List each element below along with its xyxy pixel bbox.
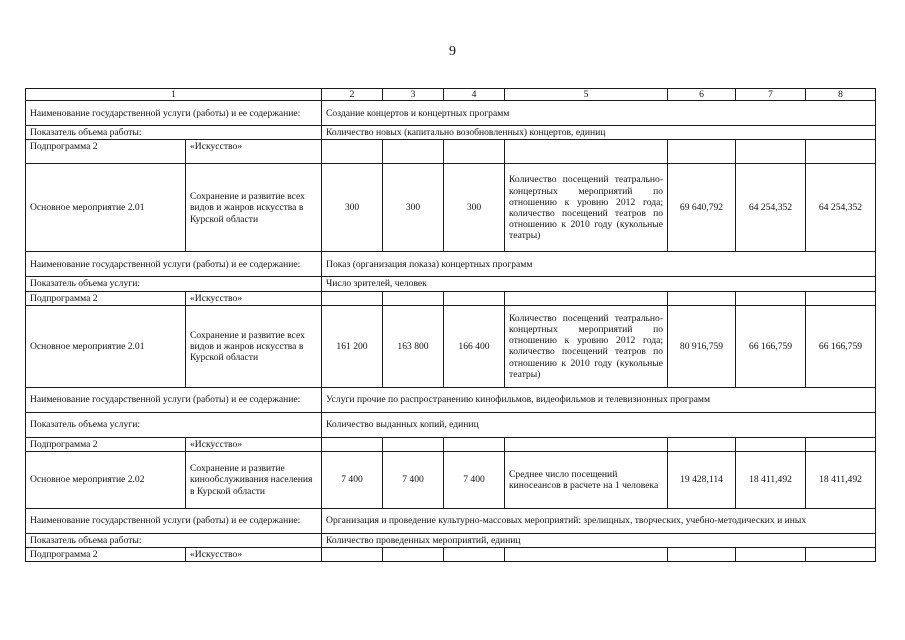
value-col8: 18 411,492 [806, 452, 876, 509]
indicator-value: Количество новых (капитально возобновленных) концертов, единиц [322, 126, 876, 140]
header-cell: 2 [322, 89, 383, 101]
value-col4: 166 400 [444, 305, 505, 387]
value-col2: 7 400 [322, 452, 383, 509]
header-cell: 4 [444, 89, 505, 101]
service-label: Наименование государственной услуги (работы) и ее содержание: [26, 101, 322, 126]
value-col3: 163 800 [383, 305, 444, 387]
subprogram-row [26, 437, 876, 451]
activity-desc: Сохранение и развитие всех видов и жанров искусства в Курской области [186, 305, 322, 387]
subprogram-row [26, 548, 876, 562]
value-col8: 64 254,352 [806, 164, 876, 252]
value-col2: 300 [322, 164, 383, 252]
subprogram-value: «Искусство» [186, 140, 322, 164]
indicator-value: Количество выданных копий, единиц [322, 412, 876, 437]
subprogram-row [26, 140, 876, 164]
subprogram-label: Подпрограмма 2 [26, 437, 186, 451]
page-number: 9 [449, 44, 456, 59]
value-col7: 18 411,492 [736, 452, 806, 509]
indicator-row [26, 412, 876, 437]
value-col4: 300 [444, 164, 505, 252]
header-cell: 3 [383, 89, 444, 101]
value-col6: 80 916,759 [668, 305, 736, 387]
header-cell: 5 [505, 89, 668, 101]
subprogram-value: «Искусство» [186, 548, 322, 562]
activity-label: Основное мероприятие 2.02 [26, 452, 186, 509]
header-cell: 7 [736, 89, 806, 101]
target-indicators: Среднее число посещений киносеансов в расчете на 1 человека [505, 452, 668, 509]
indicator-row [26, 534, 876, 548]
service-value: Создание концертов и концертных программ [322, 101, 876, 126]
indicator-label: Показатель объема работы: [26, 126, 322, 140]
value-col3: 7 400 [383, 452, 444, 509]
indicator-row [26, 126, 876, 140]
subprogram-label: Подпрограмма 2 [26, 548, 186, 562]
indicator-value: Число зрителей, человек [322, 277, 876, 291]
activity-row [26, 164, 876, 252]
indicator-value: Количество проведенных мероприятий, единиц [322, 534, 876, 548]
service-row [26, 101, 876, 126]
service-row [26, 509, 876, 534]
service-row [26, 387, 876, 412]
service-label: Наименование государственной услуги (работы) и ее содержание: [26, 252, 322, 277]
activity-label: Основное мероприятие 2.01 [26, 305, 186, 387]
indicator-label: Показатель объема услуги: [26, 277, 322, 291]
value-col4: 7 400 [444, 452, 505, 509]
value-col7: 66 166,759 [736, 305, 806, 387]
target-indicators: Количество посещений театрально-концертных мероприятий по отношению к уровню 2012 года; количество посещений театров по отношению к 2010 году (кукольные театры) [505, 164, 668, 252]
target-indicators: Количество посещений театрально-концертных мероприятий по отношению к уровню 2012 года; количество посещений театров по отношению к 2010 году (кукольные театры) [505, 305, 668, 387]
header-cell: 8 [806, 89, 876, 101]
program-table [25, 88, 876, 562]
value-col7: 64 254,352 [736, 164, 806, 252]
header-row [26, 89, 876, 101]
subprogram-label: Подпрограмма 2 [26, 291, 186, 305]
header-cell: 6 [668, 89, 736, 101]
header-cell: 1 [26, 89, 322, 101]
subprogram-value: «Искусство» [186, 437, 322, 451]
value-col6: 19 428,114 [668, 452, 736, 509]
subprogram-value: «Искусство» [186, 291, 322, 305]
activity-row [26, 452, 876, 509]
value-col6: 69 640,792 [668, 164, 736, 252]
service-label: Наименование государственной услуги (работы) и ее содержание: [26, 509, 322, 534]
activity-desc: Сохранение и развитие кинообслуживания населения в Курской области [186, 452, 322, 509]
service-value: Показ (организация показа) концертных программ [322, 252, 876, 277]
value-col3: 300 [383, 164, 444, 252]
subprogram-row [26, 291, 876, 305]
activity-row [26, 305, 876, 387]
service-value: Организация и проведение культурно-массовых мероприятий: зрелищных, творческих, учебно-методических и иных [322, 509, 876, 534]
indicator-row [26, 277, 876, 291]
indicator-label: Показатель объема услуги: [26, 412, 322, 437]
value-col2: 161 200 [322, 305, 383, 387]
subprogram-label: Подпрограмма 2 [26, 140, 186, 164]
activity-desc: Сохранение и развитие всех видов и жанров искусства в Курской области [186, 164, 322, 252]
indicator-label: Показатель объема работы: [26, 534, 322, 548]
value-col8: 66 166,759 [806, 305, 876, 387]
activity-label: Основное мероприятие 2.01 [26, 164, 186, 252]
service-row [26, 252, 876, 277]
service-value: Услуги прочие по распространению кинофильмов, видеофильмов и телевизионных программ [322, 387, 876, 412]
service-label: Наименование государственной услуги (работы) и ее содержание: [26, 387, 322, 412]
